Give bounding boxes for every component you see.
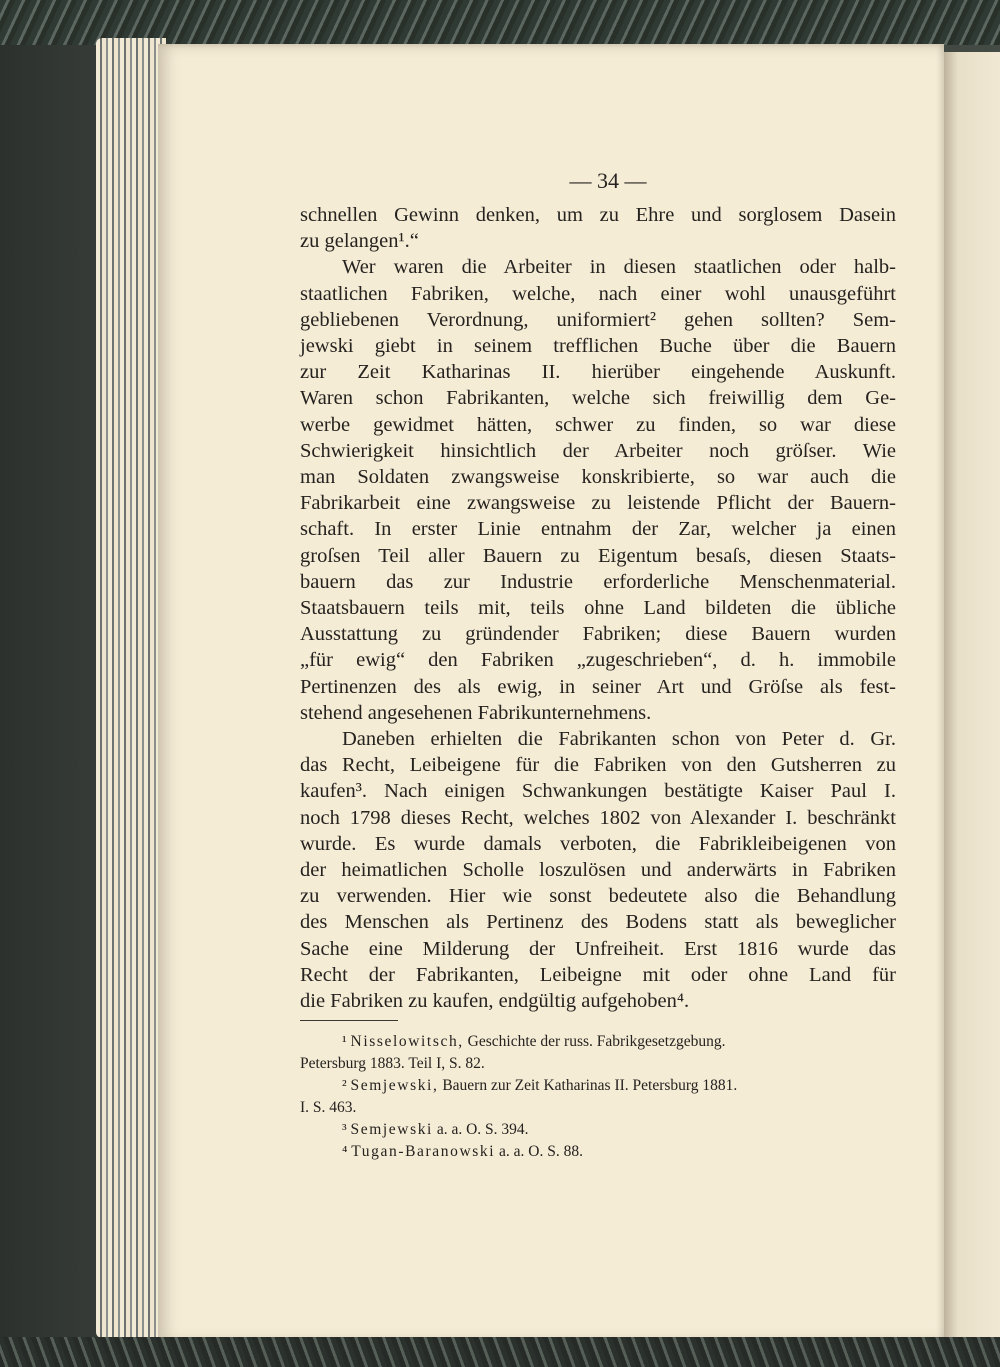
text-line: gebliebenen Verordnung, uniformiert² gehen sollten? Sem- <box>300 308 896 331</box>
footnote-author: Nisselowitsch, <box>350 1033 464 1050</box>
footnote-author: Semjewski <box>350 1121 433 1138</box>
text-line: schnellen Gewinn denken, um zu Ehre und sorglosem Dasein <box>300 204 896 226</box>
page-number: — 34 — <box>569 168 647 193</box>
text-line: das Recht, Leibeigene für die Fabriken von den Gutsherren zu <box>300 754 896 777</box>
text-line: jewski giebt in seinem trefflichen Buche über die Bauern <box>300 335 896 358</box>
page-edges <box>96 38 166 1338</box>
text-line: Sache eine Milderung der Unfreiheit. Erst 1816 wurde das <box>300 937 896 960</box>
footnote-text: I. S. 463. <box>300 1099 357 1116</box>
footnote-mark: ³ <box>342 1121 347 1138</box>
footnote-mark: ⁴ <box>342 1143 348 1160</box>
footnote-mark: ² <box>342 1077 347 1094</box>
text-line: zu verwenden. Hier wie sonst bedeutete also die Behandlung <box>300 885 896 908</box>
text-line: kaufen³. Nach einigen Schwankungen bestätigte Kaiser Paul I. <box>300 780 896 803</box>
text-line: die Fabriken zu kaufen, endgültig aufgehoben⁴. <box>300 990 690 1013</box>
body-text <box>300 202 896 1014</box>
footnote-text: a. a. O. S. 394. <box>432 1121 529 1138</box>
text-line: zur Zeit Katharinas II. hierüber eingehende Auskunft. <box>300 361 896 384</box>
text-line: Waren schon Fabrikanten, welche sich freiwillig dem Ge- <box>300 387 896 410</box>
text-line: wurde. Es wurde damals verboten, die Fabrikleibeigenen von <box>300 832 896 855</box>
text-line: „für ewig“ den Fabriken „zugeschrieben“, d. h. immobile <box>300 649 896 672</box>
footnote-line <box>300 1119 896 1141</box>
footnote-line <box>300 1097 896 1119</box>
text-line: man Soldaten zwangsweise konskribierte, so war auch die <box>300 466 896 489</box>
footnote-line <box>300 1053 896 1075</box>
footnote-line <box>300 1141 896 1163</box>
text-line: des Menschen als Pertinenz des Bodens statt als beweglicher <box>300 911 896 934</box>
footnote-line <box>300 1075 896 1097</box>
footnote-line <box>300 1031 896 1053</box>
text-line: Staatsbauern teils mit, teils ohne Land bildeten die übliche <box>300 597 896 620</box>
footnote-author: Semjewski, <box>350 1077 439 1094</box>
text-line: Wer waren die Arbeiter in diesen staatlichen oder halb- <box>342 256 896 279</box>
book-cover-bottom <box>0 1337 1000 1367</box>
text-line: Fabrikarbeit eine zwangsweise zu leistende Pflicht der Bauern- <box>300 492 896 515</box>
footnote-text: Bauern zur Zeit Katharinas II. Petersburg 1881. <box>438 1077 738 1094</box>
text-line: der heimatlichen Scholle loszulösen und anderwärts in Fabriken <box>300 859 896 882</box>
footnote-mark: ¹ <box>342 1033 347 1050</box>
text-line: staatlichen Fabriken, welche, nach einer wohl unausgeführt <box>300 282 896 305</box>
text-line: noch 1798 dieses Recht, welches 1802 von Alexander I. beschränkt <box>300 806 896 829</box>
text-line: Ausstattung zu gründender Fabriken; diese Bauern wurden <box>300 623 896 646</box>
footnote-text: Geschichte der russ. Fabrikgesetzgebung. <box>463 1033 726 1050</box>
book-page <box>158 44 944 1342</box>
footnote-text: Petersburg 1883. Teil I, S. 82. <box>300 1055 485 1072</box>
footnotes <box>300 1031 896 1163</box>
footnote-text: a. a. O. S. 88. <box>495 1143 583 1160</box>
facing-page-edge <box>944 52 1000 1340</box>
text-line: Schwierigkeit hinsichtlich der Arbeiter noch gröſser. Wie <box>300 439 896 462</box>
text-line: groſsen Teil aller Bauern zu Eigentum besaſs, diesen Staats- <box>300 544 896 567</box>
text-line: Recht der Fabrikanten, Leibeigne mit oder ohne Land für <box>300 963 896 986</box>
text-line: Daneben erhielten die Fabrikanten schon von Peter d. Gr. <box>342 728 896 751</box>
text-line: Pertinenzen des als ewig, in seiner Art und Gröſse als fest- <box>300 675 896 698</box>
text-line: zu gelangen¹.“ <box>300 230 419 253</box>
text-line: bauern das zur Industrie erforderliche Menschenmaterial. <box>300 570 896 593</box>
text-line: schaft. In erster Linie entnahm der Zar, welcher ja einen <box>300 518 896 541</box>
footnote-author: Tugan-Baranowski <box>351 1143 496 1160</box>
footnote-rule <box>300 1020 398 1021</box>
text-line: werbe gewidmet hätten, schwer zu finden, so war diese <box>300 413 896 436</box>
text-line: stehend angesehenen Fabrikunternehmens. <box>300 701 652 724</box>
